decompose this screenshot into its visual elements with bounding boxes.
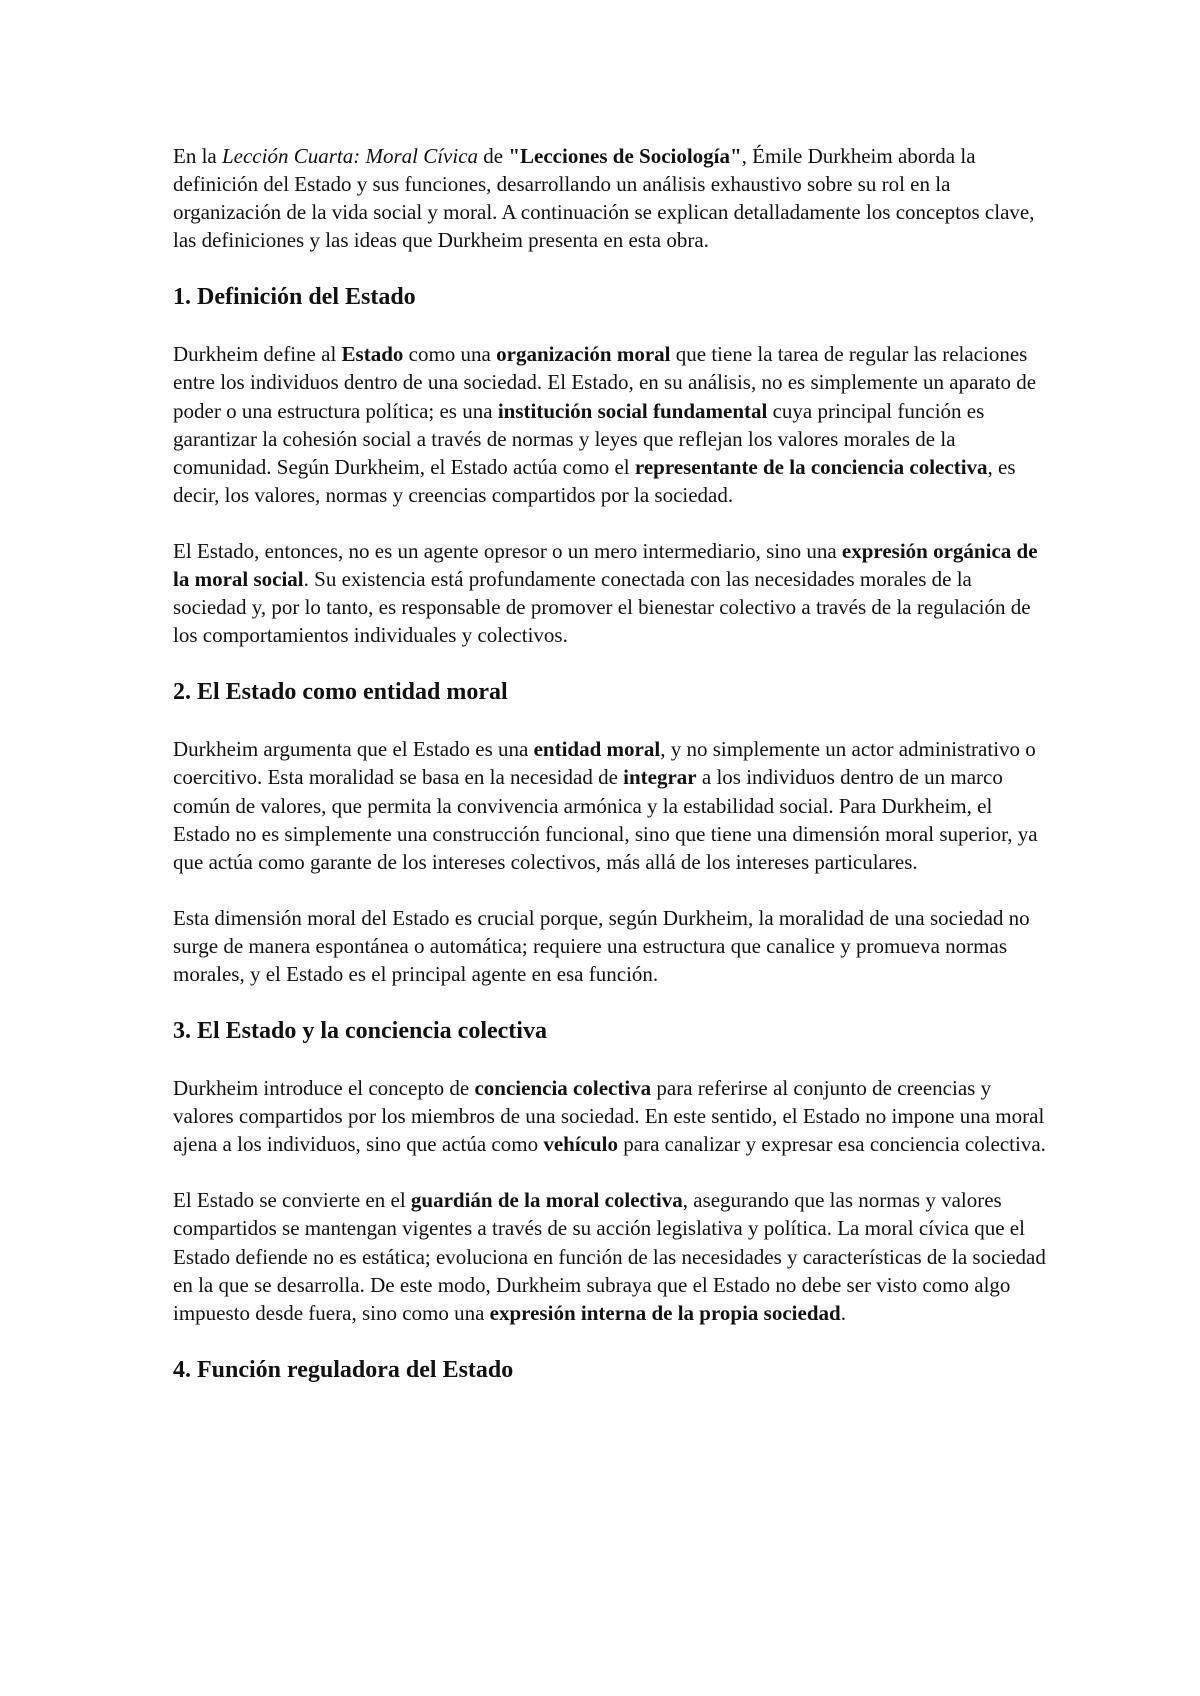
- text-run: como una: [403, 342, 497, 367]
- bold-term: organización moral: [496, 342, 671, 367]
- text-run: Durkheim introduce el concepto de: [173, 1076, 475, 1101]
- bold-term: conciencia colectiva: [474, 1076, 652, 1101]
- bold-term: entidad moral: [533, 737, 661, 762]
- text-run: para referirse al conjunto de creencias y valores compartidos por los miembros de una sociedad. En este sentido, el Estado no impone una moral ajena a los individuos, sino que actúa como: [173, 1076, 1045, 1157]
- italic-title: Lección Cuarta: Moral Cívica: [221, 144, 479, 168]
- text-run: .: [840, 1300, 846, 1325]
- text-run: El Estado, entonces, no es un agente opresor o un mero intermediario, sino una: [173, 538, 842, 563]
- text-run: , y no simplemente un actor administrativo o coercitivo. Esta moralidad se basa en la necesidad de: [173, 737, 1036, 790]
- text-run: , Émile Durkheim aborda la definición del Estado y sus funciones, desarrollando un análisis exhaustivo sobre su rol en la organización de la vida social y moral. A continuación se explican detalladamente los conceptos clave, las definiciones y las ideas que Durkheim presenta en esta obra.: [173, 144, 1035, 253]
- section-heading-2: 2. El Estado como entidad moral: [173, 679, 508, 706]
- text-run: . Su existencia está profundamente conectada con las necesidades morales de la sociedad y, por lo tanto, es responsable de promover el bienestar colectivo a través de la regulación de los comportamientos individuales y colectivos.: [173, 567, 1031, 648]
- text-run: para canalizar y expresar esa conciencia colectiva.: [618, 1132, 1046, 1157]
- bold-term: vehículo: [543, 1132, 619, 1157]
- section-heading-1: 1. Definición del Estado: [173, 284, 416, 311]
- text-run: a los individuos dentro de un marco común de valores, que permita la convivencia armónica y la estabilidad social. Para Durkheim, el Estado no es simplemente una construcción funcional, sino que tiene una dimensión moral superior, ya que actúa como garante de los intereses colectivos, más allá de los intereses particulares.: [173, 765, 1038, 874]
- section-2-paragraph-2: Esta dimensión moral del Estado es crucial porque, según Durkheim, la moralidad de una sociedad no surge de manera espontánea o automática; requiere una estructura que canalice y promueva normas morales, y el Estado es el principal agente en esa función.: [173, 905, 1030, 986]
- text-run: , asegurando que las normas y valores compartidos se mantengan vigentes a través de su acción legislativa y política. La moral cívica que el Estado defiende no es estática; evoluciona en función de las necesidades y características de la sociedad en la que se desarrolla. De este modo, Durkheim subraya que el Estado no debe ser visto como algo impuesto desde fuera, sino como una: [173, 1188, 1046, 1325]
- section-1-paragraph-2: [173, 537, 1048, 649]
- section-3-paragraph-2: [173, 1186, 1048, 1326]
- text-run: de: [478, 144, 509, 168]
- section-2-paragraph-1: [173, 735, 1048, 875]
- bold-term: Estado: [341, 342, 404, 367]
- document-body: [173, 142, 1048, 1413]
- text-run: El Estado se convierte en el: [173, 1188, 411, 1213]
- text-run: que tiene la tarea de regular las relaciones entre los individuos dentro de una sociedad. El Estado, en su análisis, no es simplemente un aparato de poder o una estructura política; es una: [173, 342, 1037, 423]
- text-run: En la: [173, 144, 222, 168]
- bold-term: expresión interna de la propia sociedad: [489, 1300, 841, 1325]
- text-run: Durkheim define al: [173, 342, 342, 367]
- bold-book-title: "Lecciones de Sociología": [508, 144, 742, 168]
- section-heading-4: 4. Función reguladora del Estado: [173, 1356, 514, 1383]
- text-run: Durkheim argumenta que el Estado es una: [173, 737, 534, 762]
- section-3-paragraph-1: [173, 1074, 1048, 1158]
- bold-term: guardián de la moral colectiva: [410, 1188, 683, 1213]
- bold-term: representante de la conciencia colectiva: [634, 454, 988, 479]
- section-heading-3: 3. El Estado y la conciencia colectiva: [173, 1018, 547, 1045]
- bold-term: institución social fundamental: [497, 398, 768, 423]
- bold-term: integrar: [623, 765, 697, 790]
- text-run: , es decir, los valores, normas y creencias compartidos por la sociedad.: [173, 454, 1016, 507]
- section-1-paragraph-1: [173, 340, 1048, 509]
- text-run: cuya principal función es garantizar la cohesión social a través de normas y leyes que reflejan los valores morales de la comunidad. Según Durkheim, el Estado actúa como el: [173, 398, 985, 479]
- intro-paragraph: [173, 142, 1048, 254]
- bold-term: expresión orgánica de la moral social: [173, 538, 1038, 592]
